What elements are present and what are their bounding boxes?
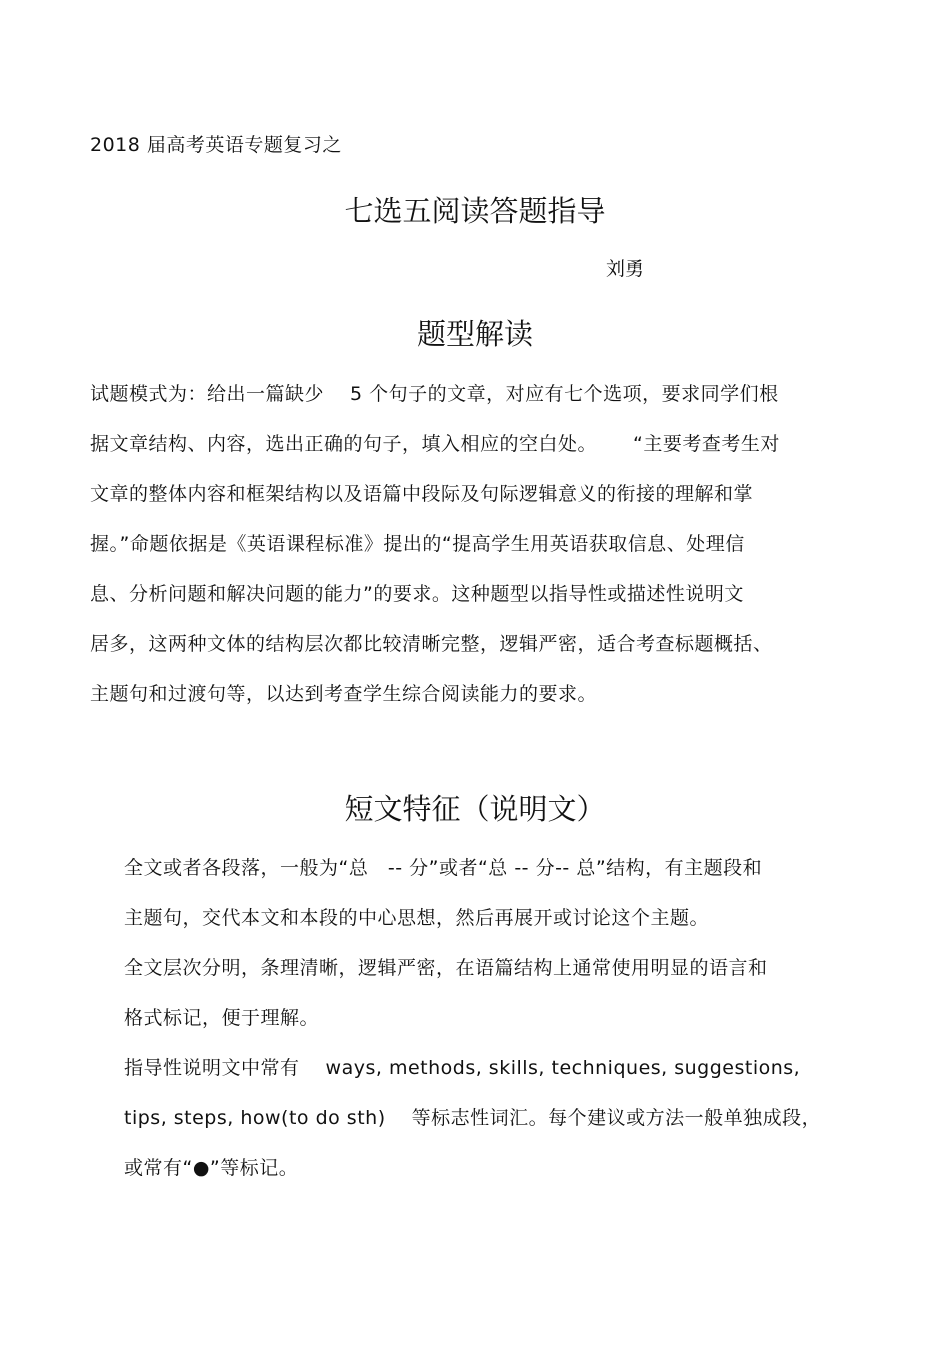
paragraph-line: 居多，这两种文体的结构层次都比较清晰完整，逻辑严密，适合考查标题概括、	[90, 633, 773, 655]
paragraph-line: 试题模式为：给出一篇缺少 5 个句子的文章，对应有七个选项，要求同学们根	[90, 383, 779, 405]
paragraph-line: 或常有“●”等标记。	[124, 1157, 299, 1179]
section-heading-question-type: 题型解读	[416, 317, 533, 351]
paragraph-line: 文章的整体内容和框架结构以及语篇中段际及句际逻辑意义的衔接的理解和掌	[90, 483, 754, 505]
paragraph-line: 据文章结构、内容，选出正确的句子，填入相应的空白处。 “主要考查考生对	[90, 433, 780, 455]
paragraph-line: 格式标记，便于理解。	[124, 1007, 320, 1029]
paragraph-line: 指导性说明文中常有 ways, methods, skills, techniques, suggestions,	[124, 1057, 801, 1079]
main-title: 七选五阅读答题指导	[344, 194, 606, 228]
paragraph-line: 握。”命题依据是《英语课程标准》提出的“提高学生用英语获取信息、处理信	[90, 533, 745, 555]
series-line: 2018 届高考英语专题复习之	[90, 134, 342, 156]
section-heading-text-features: 短文特征（说明文）	[344, 792, 606, 826]
paragraph-line: 全文或者各段落，一般为“总 -- 分”或者“总 -- 分-- 总”结构，有主题段和	[124, 857, 763, 879]
paragraph-line: 主题句，交代本文和本段的中心思想，然后再展开或讨论这个主题。	[124, 907, 710, 929]
author-name: 刘勇	[606, 258, 645, 280]
paragraph-line: tips, steps, how(to do sth) 等标志性词汇。每个建议或方法一般单独成段，	[124, 1107, 822, 1129]
paragraph-line: 息、分析问题和解决问题的能力”的要求。这种题型以指导性或描述性说明文	[90, 583, 744, 605]
paragraph-line: 全文层次分明，条理清晰，逻辑严密，在语篇结构上通常使用明显的语言和	[124, 957, 768, 979]
paragraph-line: 主题句和过渡句等，以达到考查学生综合阅读能力的要求。	[90, 683, 598, 705]
